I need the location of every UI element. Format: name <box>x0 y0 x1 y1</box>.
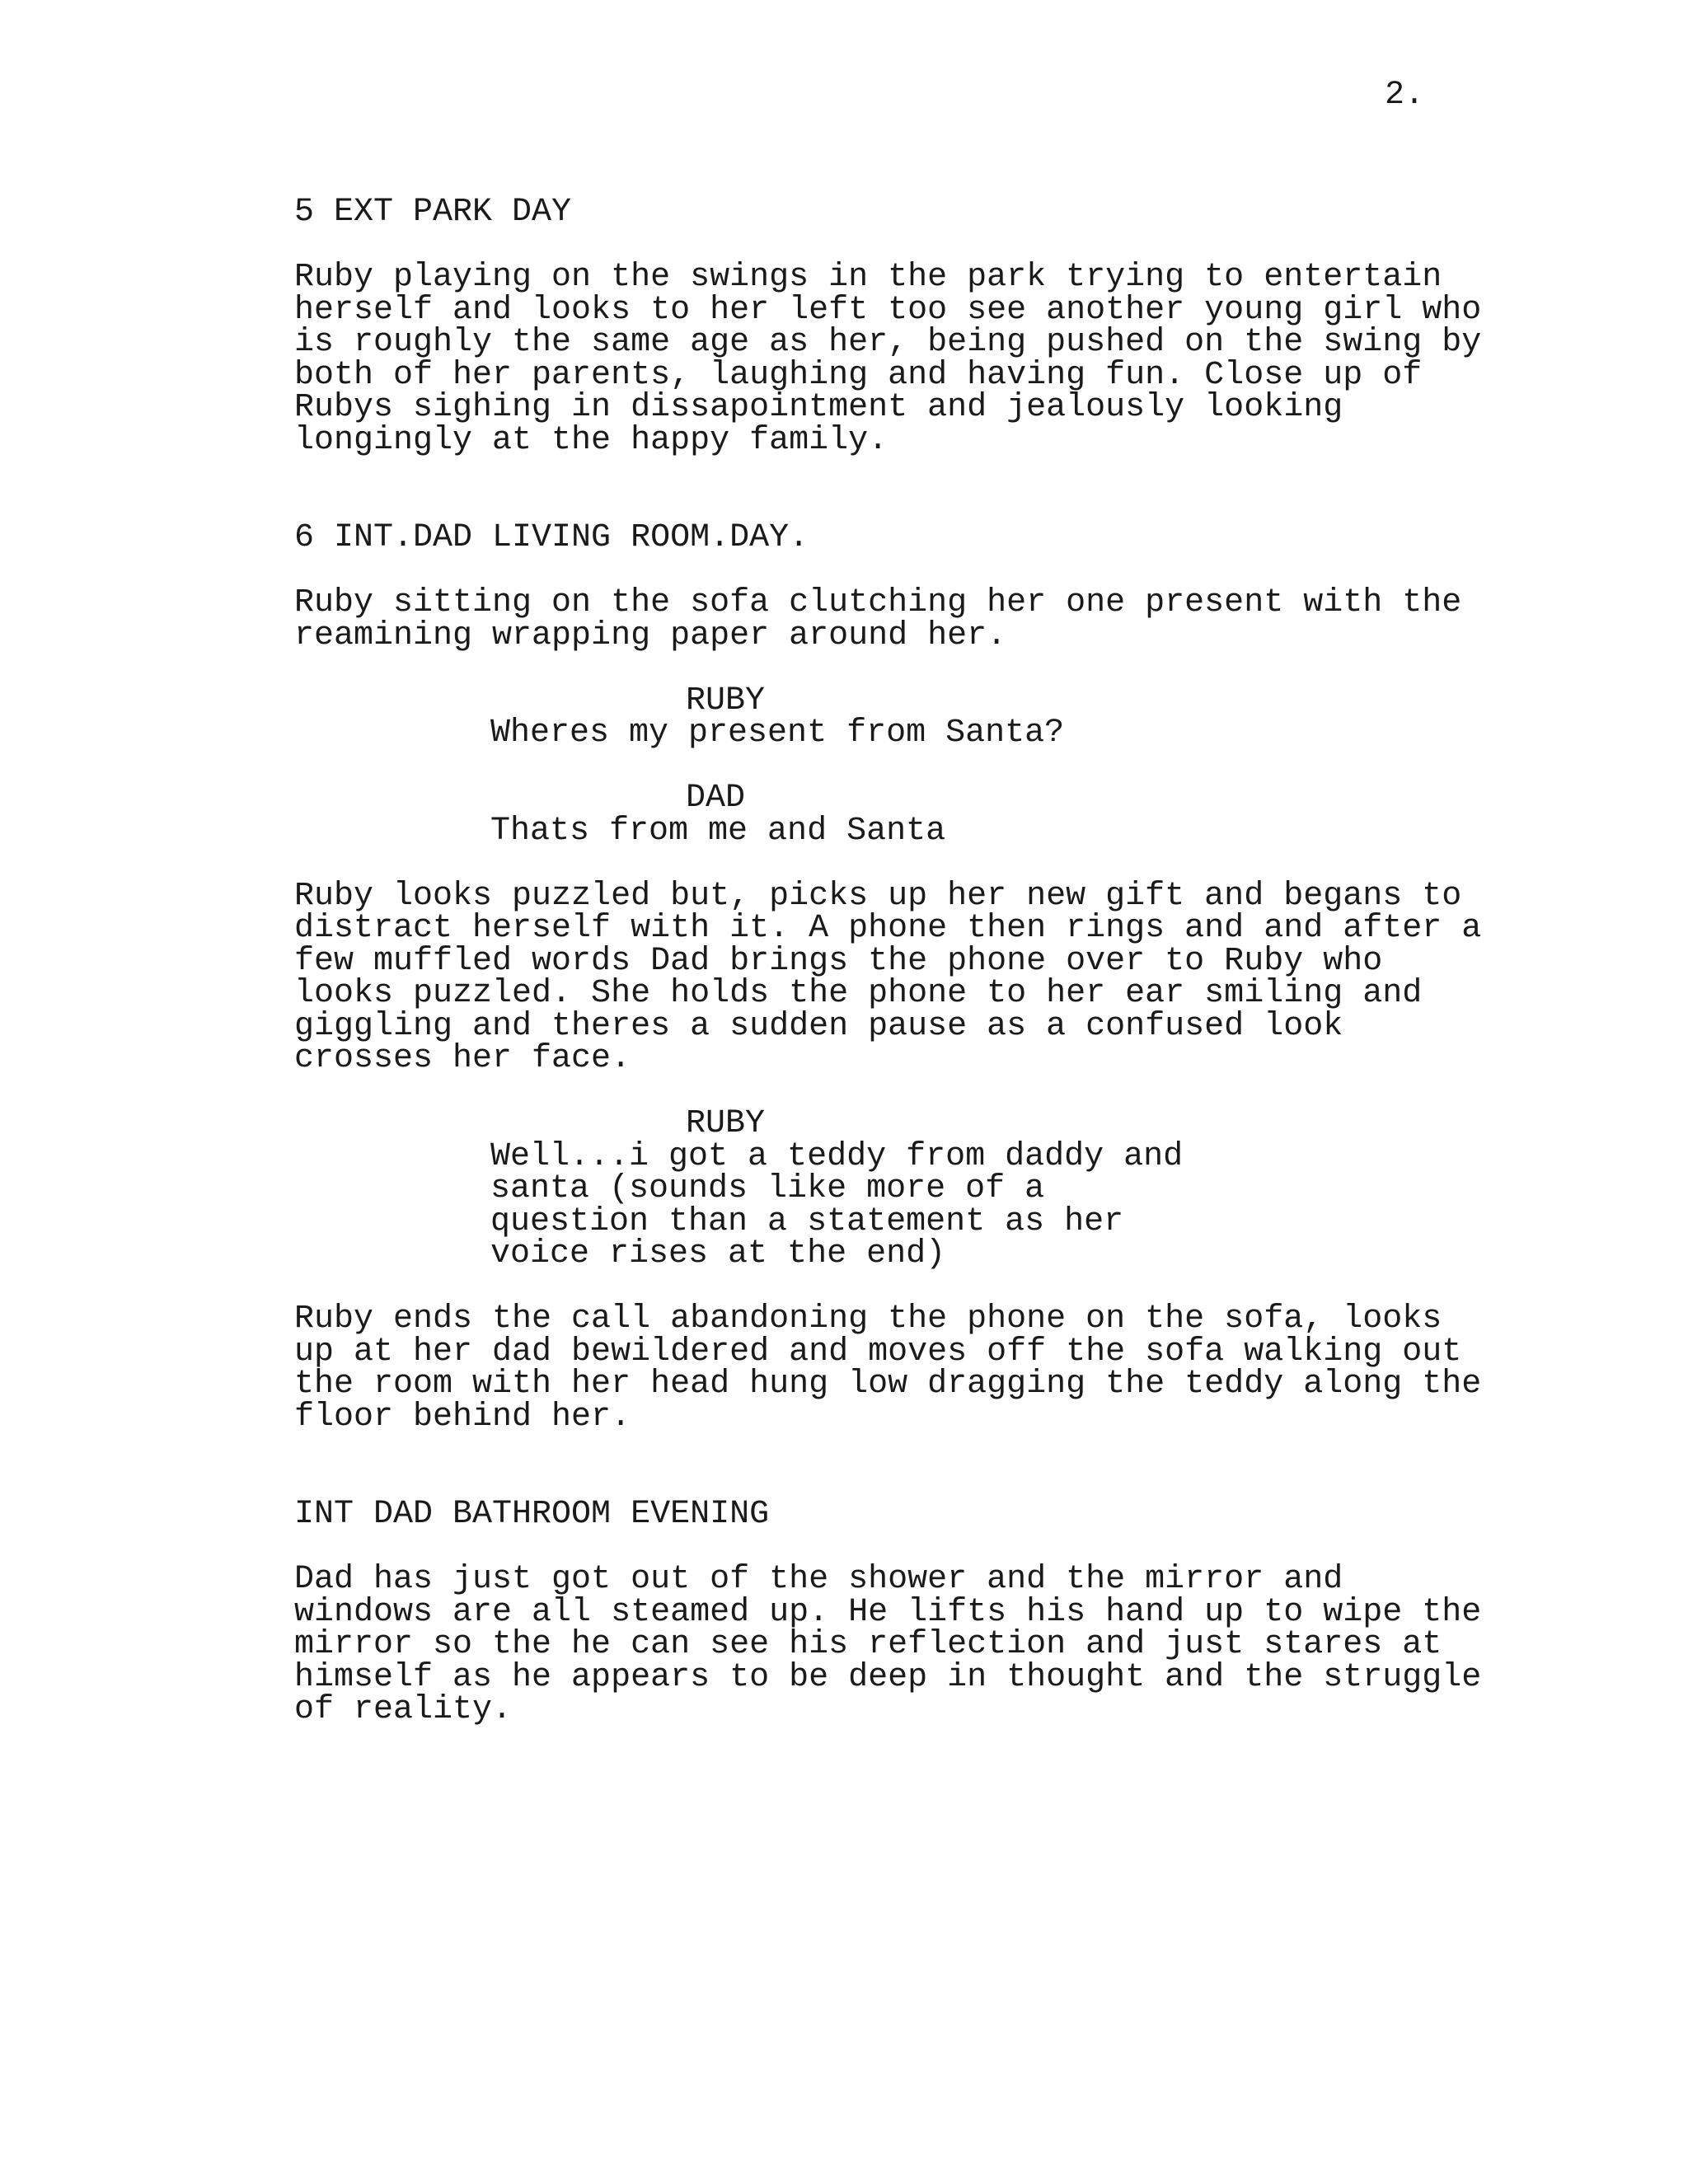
action-line: reamining wrapping paper around her. <box>294 616 1007 654</box>
action-line: Ruby playing on the swings in the park trying to entertain <box>294 259 1442 296</box>
action-line: Dad has just got out of the shower and the mirror and <box>294 1561 1343 1598</box>
action-paragraph <box>294 584 1498 654</box>
action-line: Ruby ends the call abandoning the phone on the sofa, looks <box>294 1301 1442 1338</box>
dialogue-block <box>294 780 1498 850</box>
action-line: Rubys sighing in dissapointment and jealously looking <box>294 389 1343 426</box>
character-name: RUBY <box>686 1105 766 1142</box>
action-line: of reality. <box>294 1691 513 1728</box>
scene-heading: 5 EXT PARK DAY <box>294 194 572 231</box>
dialogue-line: santa (sounds like more of a <box>490 1170 1045 1207</box>
character-name: DAD <box>686 780 746 817</box>
action-line: windows are all steamed up. He lifts his hand up to wipe the <box>294 1593 1482 1631</box>
action-line: Ruby sitting on the sofa clutching her one present with the <box>294 584 1462 621</box>
dialogue-line: voice rises at the end) <box>490 1235 946 1272</box>
scene-heading: INT DAD BATHROOM EVENING <box>294 1496 770 1533</box>
character-name: RUBY <box>686 682 766 719</box>
action-line: distract herself with it. A phone then rings and and after a <box>294 910 1482 947</box>
scene-heading: 6 INT.DAD LIVING ROOM.DAY. <box>294 519 809 556</box>
action-paragraph <box>294 1301 1498 1436</box>
scene-gap <box>294 1466 1498 1499</box>
action-paragraph <box>294 877 1498 1077</box>
dialogue-line: question than a statement as her <box>490 1202 1124 1240</box>
scene-gap <box>294 490 1498 523</box>
page-number: 2. <box>1385 77 1425 114</box>
action-line: herself and looks to her left too see another young girl who <box>294 291 1482 329</box>
dialogue-line: Well...i got a teddy from daddy and <box>490 1137 1184 1175</box>
dialogue-text <box>294 812 1498 850</box>
action-line: longingly at the happy family. <box>294 421 889 459</box>
action-paragraph <box>294 261 1498 457</box>
dialogue-block <box>294 682 1498 752</box>
action-line: is roughly the same age as her, being pushed on the swing by <box>294 324 1482 361</box>
action-line: mirror so the he can see his reflection and just stares at <box>294 1626 1442 1663</box>
script-body <box>294 196 1498 1759</box>
action-line: giggling and theres a sudden pause as a confused look <box>294 1007 1343 1045</box>
dialogue-block <box>294 1105 1498 1272</box>
action-line: himself as he appears to be deep in thought and the struggle <box>294 1658 1482 1696</box>
dialogue-text <box>294 1137 1498 1272</box>
action-line: looks puzzled. She holds the phone to her ear smiling and <box>294 975 1423 1012</box>
action-line: both of her parents, laughing and having fun. Close up of <box>294 356 1423 394</box>
action-line: crosses her face. <box>294 1040 631 1077</box>
action-line: Ruby looks puzzled but, picks up her new gift and begans to <box>294 877 1462 915</box>
action-paragraph <box>294 1563 1498 1727</box>
action-line: up at her dad bewildered and moves off the sofa walking out <box>294 1333 1462 1371</box>
dialogue-text <box>294 717 1498 750</box>
dialogue-line: Wheres my present from Santa? <box>490 715 1065 752</box>
action-line: floor behind her. <box>294 1398 631 1436</box>
action-line: few muffled words Dad brings the phone over to Ruby who <box>294 942 1383 980</box>
dialogue-line: Thats from me and Santa <box>490 812 946 850</box>
action-line: the room with her head hung low dragging the teddy along the <box>294 1366 1482 1403</box>
